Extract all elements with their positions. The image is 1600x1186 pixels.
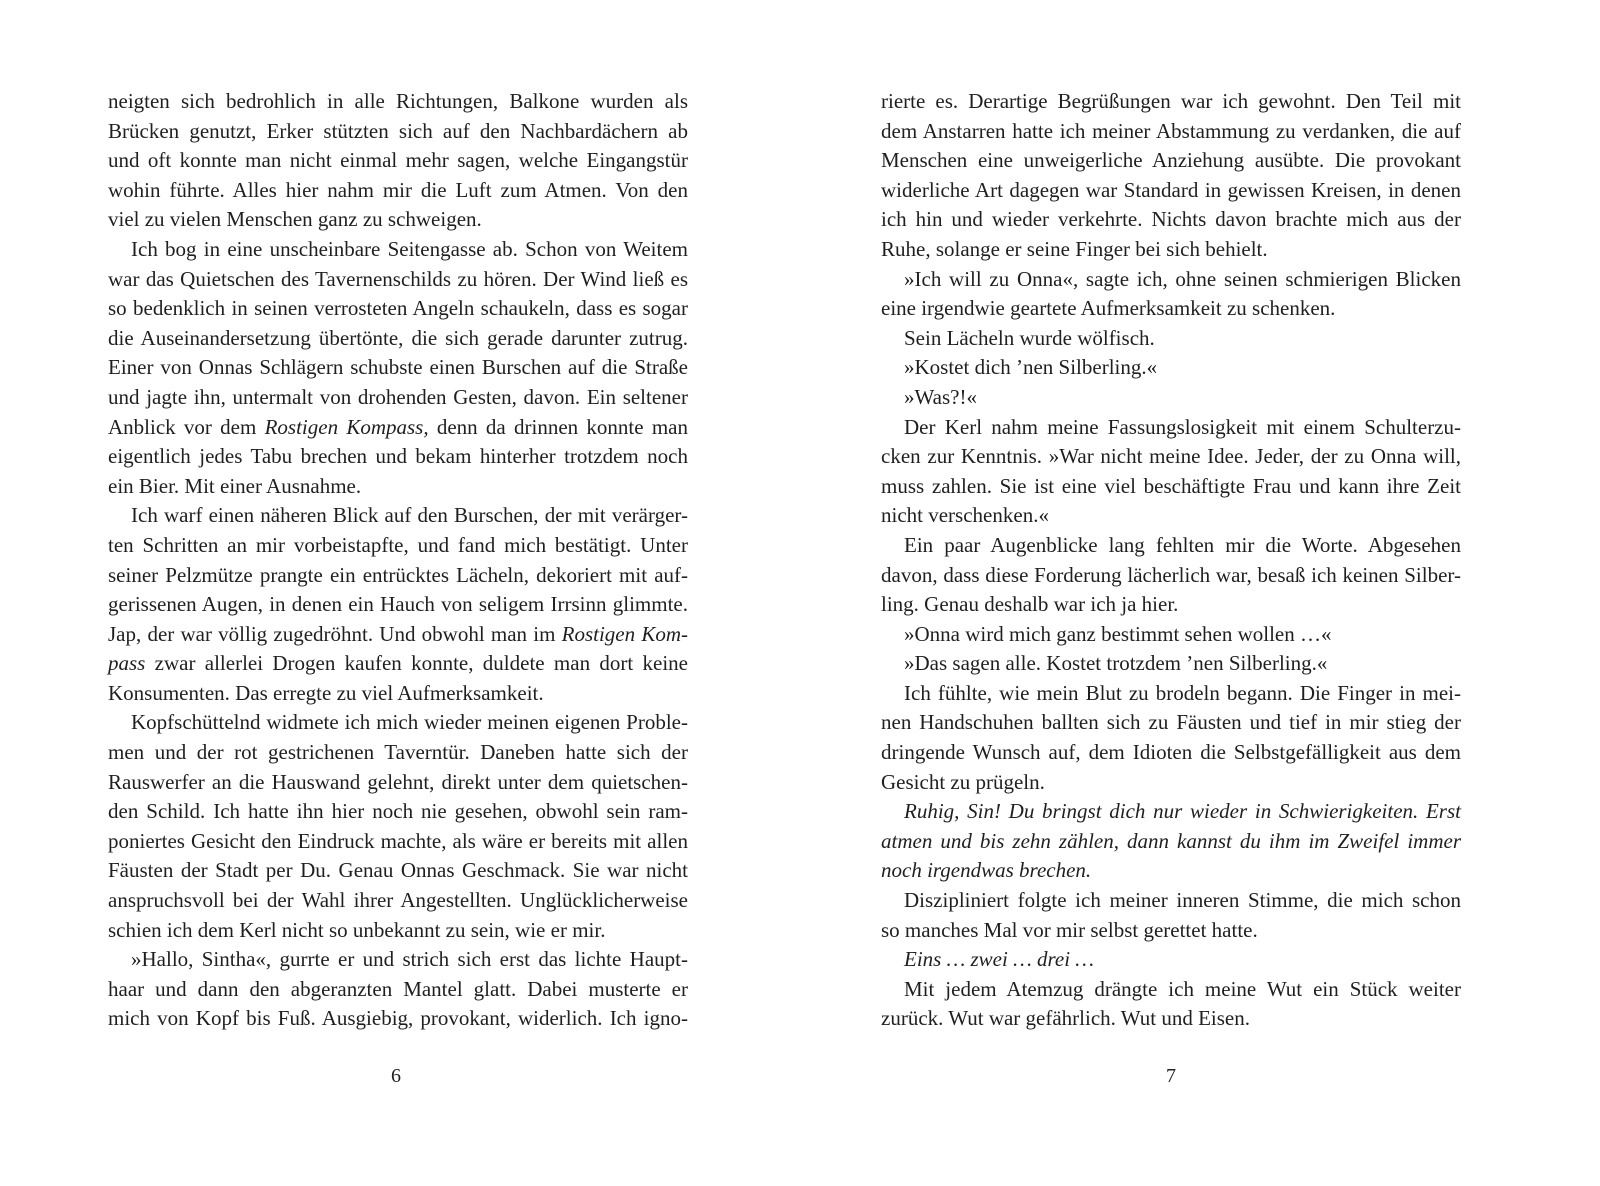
text-segment: Menschen eine unweigerliche Anziehung ausübte. Die provokant [881,148,1461,173]
text-line [881,87,1461,117]
italic-text: noch irgendwas brechen. [881,858,1092,883]
text-segment: Einer von Onnas Schlägern schubste einen Burschen auf die Straße [108,355,688,380]
text-line [108,1004,688,1034]
text-segment: »Das sagen alle. Kostet trotzdem ’nen Silberling.« [904,651,1328,676]
text-line [108,146,688,176]
text-line [108,886,688,916]
text-segment: eine irgendwie geartete Aufmerksamkeit zu schenken. [881,296,1336,321]
text-line [108,797,688,827]
text-line [108,916,688,946]
text-segment: Ich fühlte, wie mein Blut zu brodeln begann. Die Finger in mei- [904,680,1461,705]
text-line [881,205,1461,235]
text-line [881,886,1461,916]
text-line [108,353,688,383]
text-line [108,620,688,650]
text-line [108,205,688,235]
text-segment: nicht verschenken.« [881,503,1049,528]
text-line [108,708,688,738]
text-segment: eigentlich jedes Tabu brechen und bekam hinterher trotzdem noch [108,444,688,469]
text-line [881,146,1461,176]
text-segment: widerliche Art dagegen war Standard in gewissen Kreisen, in denen [881,177,1461,202]
text-line [881,1004,1461,1034]
left-page-text [108,87,688,1034]
text-line [881,413,1461,443]
text-line [108,87,688,117]
text-line [108,176,688,206]
text-line [108,945,688,975]
page-number-right: 7 [1166,1065,1176,1087]
text-segment: so manches Mal vor mir selbst gerettet hatte. [881,917,1258,942]
text-segment: ten Schritten an mir vorbeistapfte, und fand mich bestätigt. Unter [108,532,688,557]
text-line [881,827,1461,857]
text-segment: cken zur Kenntnis. »War nicht meine Idee. Jeder, der zu Onna will, [881,444,1461,469]
text-segment: neigten sich bedrohlich in alle Richtungen, Balkone wurden als [108,89,688,113]
text-segment: Konsumenten. Das erregte zu viel Aufmerksamkeit. [108,680,544,705]
text-line [881,353,1461,383]
right-page-text [881,87,1461,1034]
text-line [881,117,1461,147]
text-segment: »Was?!« [904,384,977,409]
text-line [881,176,1461,206]
text-line [881,265,1461,295]
text-segment: war das Quietschen des Tavernenschilds zu hören. Der Wind ließ es [108,266,688,291]
italic-text: Eins … zwei … drei … [904,947,1094,972]
text-segment: Gesicht zu prügeln. [881,769,1045,794]
text-segment: ein Bier. Mit einer Ausnahme. [108,473,362,498]
text-line [881,620,1461,650]
text-segment: seiner Pelzmütze prangte ein entrücktes Lächeln, dekoriert mit auf- [108,562,688,587]
text-line [108,561,688,591]
text-line [881,975,1461,1005]
text-line [108,442,688,472]
text-line [881,442,1461,472]
text-segment: men und der rot gestrichenen Taverntür. Daneben hatte sich der [108,740,688,765]
text-segment: Brücken genutzt, Erker stützten sich auf den Nachbardächern ab [108,118,688,143]
text-segment: Mit jedem Atemzug drängte ich meine Wut ein Stück weiter [904,976,1461,1001]
text-segment: Kopfschüttelnd widmete ich mich wieder meinen eigenen Proble- [131,710,688,735]
text-segment: schien ich dem Kerl nicht so unbekannt zu sein, wie er mir. [108,917,606,942]
text-segment: dem Anstarren hatte ich meiner Abstammung zu verdanken, die auf [881,118,1461,143]
italic-text: pass [108,651,146,676]
text-segment: Ich bog in eine unscheinbare Seitengasse ab. Schon von Weitem [131,236,688,261]
text-line [881,472,1461,502]
text-segment: denn da drinnen konnte man [428,414,688,439]
text-segment: Diszipliniert folgte ich meiner inneren Stimme, die mich schon [904,888,1461,913]
text-line [881,649,1461,679]
text-segment: gerissenen Augen, in denen ein Hauch von seligem Irrsinn glimmte. [108,592,688,617]
text-segment: »Hallo, Sintha«, gurrte er und strich sich erst das lichte Haupt- [131,947,688,972]
text-line [108,117,688,147]
text-line [108,383,688,413]
text-segment: nen Handschuhen ballten sich zu Fäusten und tief in mir stieg der [881,710,1461,735]
text-line [881,531,1461,561]
text-segment: »Onna wird mich ganz bestimmt sehen wollen …« [904,621,1332,646]
text-segment: Jap, der war völlig zugedröhnt. Und obwohl man im [108,621,562,646]
text-segment: die Auseinandersetzung übertönte, die sich gerade darunter zutrug. [108,325,688,350]
text-line [881,679,1461,709]
text-line [108,294,688,324]
text-segment: »Kostet dich ’nen Silberling.« [904,355,1158,380]
text-segment: zurück. Wut war gefährlich. Wut und Eisen. [881,1006,1251,1031]
text-segment: rierte es. Derartige Begrüßungen war ich gewohnt. Den Teil mit [881,89,1461,113]
text-segment: mich von Kopf bis Fuß. Ausgiebig, provokant, widerlich. Ich igno- [108,1006,688,1031]
text-segment: anspruchsvoll bei der Wahl ihrer Angestellten. Unglücklicherweise [108,888,688,913]
text-segment: Ein paar Augenblicke lang fehlten mir die Worte. Abgesehen [904,532,1461,557]
italic-text: Rostigen Kom- [561,621,689,646]
text-line [108,472,688,502]
text-segment: den Schild. Ich hatte ihn hier noch nie gesehen, obwohl sein ram- [108,799,688,824]
text-segment: ich hin und wieder verkehrte. Nichts davon brachte mich aus der [881,207,1461,232]
text-segment: Rauswerfer an die Hauswand gelehnt, direkt unter dem quietschen- [108,769,688,794]
text-line [881,294,1461,324]
text-segment: dringende Wunsch auf, dem Idioten die Selbstgefälligkeit aus dem [881,740,1461,765]
text-line [881,235,1461,265]
text-segment: viel zu vielen Menschen ganz zu schweigen. [108,207,482,232]
text-line [108,679,688,709]
text-segment: so bedenklich in seinen verrosteten Angeln schaukeln, dass es sogar [108,296,688,321]
text-line [881,768,1461,798]
text-segment: »Ich will zu Onna«, sagte ich, ohne seinen schmierigen Blicken [904,266,1461,291]
text-line [881,856,1461,886]
text-segment: wohin führte. Alles hier nahm mir die Luft zum Atmen. Von den [108,177,688,202]
text-segment: muss zahlen. Sie ist eine viel beschäftigte Frau und kann ihre Zeit [881,473,1461,498]
text-line [881,945,1461,975]
text-line [881,561,1461,591]
text-line [108,738,688,768]
text-line [108,501,688,531]
text-segment: ling. Genau deshalb war ich ja hier. [881,592,1179,617]
text-line [108,768,688,798]
text-segment: poniertes Gesicht den Eindruck machte, als wäre er bereits mit allen [108,828,688,853]
text-line [108,324,688,354]
text-line [881,501,1461,531]
text-line [108,265,688,295]
italic-text: Rostigen Kompass, [264,414,429,439]
italic-text: atmen und bis zehn zählen, dann kannst du ihm im Zweifel immer [881,828,1461,853]
text-line [108,827,688,857]
text-line [881,383,1461,413]
text-segment: Anblick vor dem [108,414,265,439]
text-line [881,916,1461,946]
text-segment: haar und dann den abgeranzten Mantel glatt. Dabei musterte er [108,976,688,1001]
text-line [108,235,688,265]
text-line [108,590,688,620]
text-line [881,324,1461,354]
italic-text: Ruhig, Sin! Du bringst dich nur wieder in Schwierigkeiten. Erst [904,799,1461,824]
page-number-left: 6 [391,1065,401,1087]
text-line [881,738,1461,768]
text-segment: zwar allerlei Drogen kaufen konnte, duldete man dort keine [145,651,688,676]
text-line [108,413,688,443]
text-segment: und jagte ihn, untermalt von drohenden Gesten, davon. Ein seltener [108,384,688,409]
text-line [108,531,688,561]
text-line [108,975,688,1005]
text-segment: Der Kerl nahm meine Fassungslosigkeit mit einem Schulterzu- [904,414,1461,439]
text-segment: davon, dass diese Forderung lächerlich war, besaß ich keinen Silber- [881,562,1461,587]
text-segment: Ruhe, solange er seine Finger bei sich behielt. [881,236,1268,261]
text-line [881,708,1461,738]
text-segment: Ich warf einen näheren Blick auf den Burschen, der mit verärger- [131,503,688,528]
text-line [108,856,688,886]
text-line [108,649,688,679]
text-segment: und oft konnte man nicht einmal mehr sagen, welche Eingangstür [108,148,688,173]
text-line [881,797,1461,827]
text-line [881,590,1461,620]
text-segment: Sein Lächeln wurde wölfisch. [904,325,1155,350]
text-segment: Fäusten der Stadt per Du. Genau Onnas Geschmack. Sie war nicht [108,858,688,883]
